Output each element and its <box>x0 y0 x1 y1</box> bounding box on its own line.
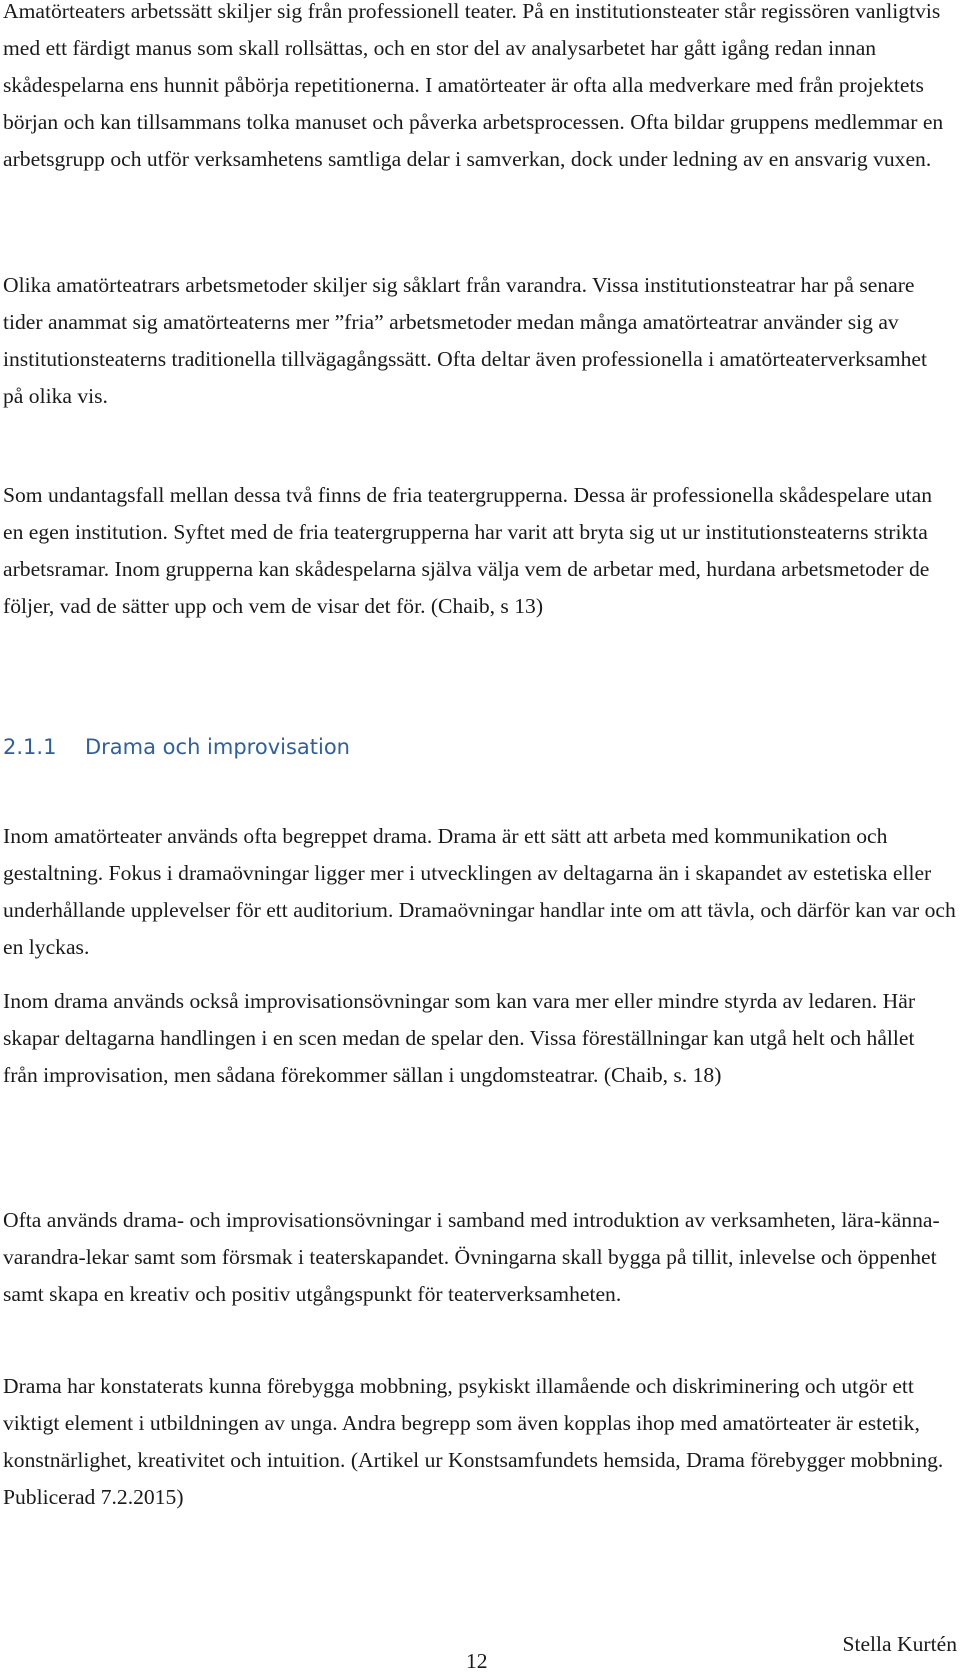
paragraph-amateur-methods: Amatörteaters arbetssätt skiljer sig från professionell teater. På en institutionsteater står regissören vanligtvis med ett färdigt manus som skall rollsättas, och en stor del av analysarbetet har gått igång redan innan skådespelarna ens hunnit påbörja repetitionerna. I amatörteater är ofta alla medverkare med från projektets början och kan tillsammans tolka manuset och påverka arbetsprocessen. Ofta bildar gruppens medlemmar en arbetsgrupp och utför verksamhetens samtliga delar i samverkan, dock under ledning av en ansvarig vuxen. <box>3 0 944 171</box>
paragraph-exercises-usage: Ofta används drama- och improvisationsövningar i samband med introduktion av verksamheten, lära-känna-varandra-lekar samt som försmak i teaterskapandet. Övningarna skall bygga på tillit, inlevelse och öppenhet samt skapa en kreativ och positiv utgångspunkt för teaterverksamheten. <box>3 1208 940 1306</box>
footer-author: Stella Kurtén <box>842 1632 957 1656</box>
section-number: 2.1.1 <box>3 735 57 759</box>
section-heading <box>3 732 350 762</box>
paragraph-method-differences: Olika amatörteatrars arbetsmetoder skiljer sig såklart från varandra. Vissa institutionsteatrar har på senare tider anammat sig amatörteaterns mer ”fria” arbetsmetoder medan många amatörteatrar använder sig av institutionsteaterns traditionella tillvägagångssätt. Ofta deltar även professionella i amatörteaterverksamhet på olika vis. <box>3 273 928 408</box>
paragraph-drama-concept: Inom amatörteater används ofta begreppet drama. Drama är ett sätt att arbeta med kommunikation och gestaltning. Fokus i dramaövningar ligger mer i utvecklingen av deltagarna än i skapandet av estetiska eller underhållande upplevelser för ett auditorium. Dramaövningar handlar inte om att tävla, och därför kan var och en lyckas. <box>3 824 956 959</box>
paragraph-free-theatre-groups: Som undantagsfall mellan dessa två finns de fria teatergrupperna. Dessa är professionella skådespelare utan en egen institution. Syftet med de fria teatergrupperna har varit att bryta sig ut ur institutionsteaterns strikta arbetsramar. Inom grupperna kan skådespelarna själva välja vem de arbetar med, hurdana arbetsmetoder de följer, vad de sätter upp och vem de visar det för. (Chaib, s 13) <box>3 483 933 618</box>
section-title: Drama och improvisation <box>85 735 350 759</box>
page-number: 12 <box>466 1649 488 1673</box>
paragraph-improvisation: Inom drama används också improvisationsövningar som kan vara mer eller mindre styrda av ledaren. Här skapar deltagarna handlingen i en scen medan de spelar den. Vissa föreställningar kan utgå helt och hållet från improvisation, men sådana förekommer sällan i ungdomsteatrar. (Chaib, s. 18) <box>3 989 916 1087</box>
paragraph-drama-bullying: Drama har konstaterats kunna förebygga mobbning, psykiskt illamående och diskriminering och utgör ett viktigt element i utbildningen av unga. Andra begrepp som även kopplas ihop med amatörteater är estetik, konstnärlighet, kreativitet och intuition. (Artikel ur Konstsamfundets hemsida, Drama förebygger mobbning. Publicerad 7.2.2015) <box>3 1374 944 1509</box>
